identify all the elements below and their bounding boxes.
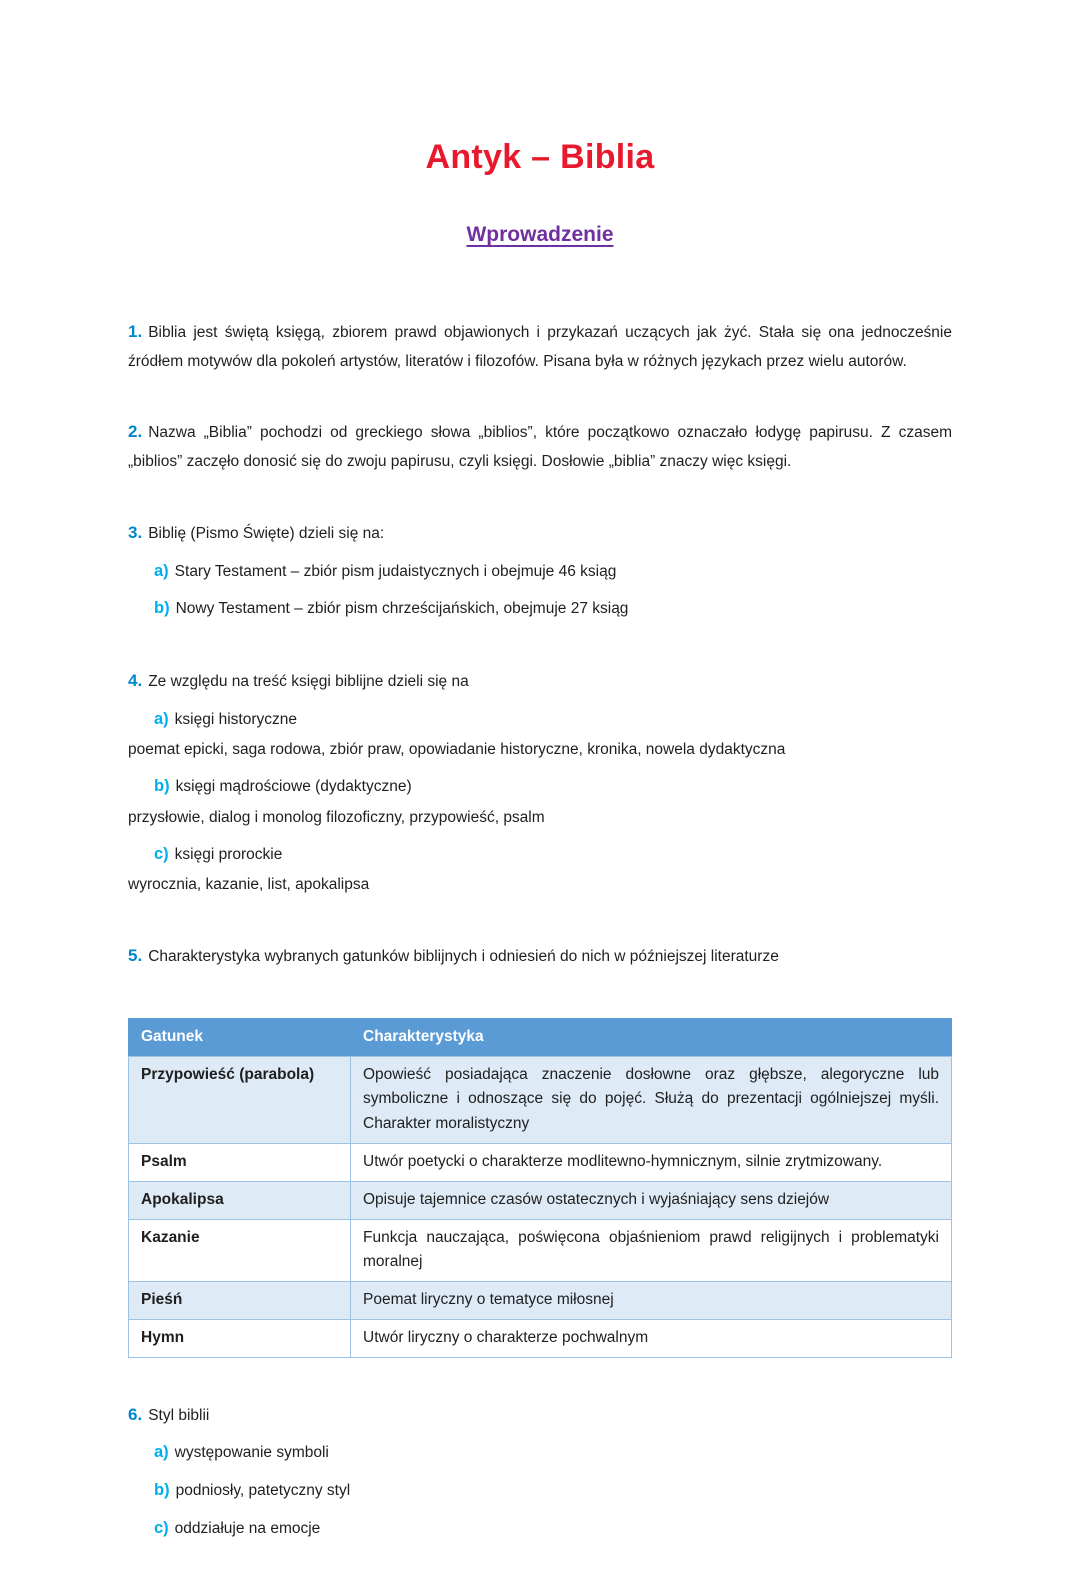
table-cell-genre: Pieśń [129,1282,351,1320]
table-row [129,1282,952,1320]
sub-item-6a [154,1438,952,1468]
table-cell-description: Funkcja nauczająca, poświęcona objaśnieniom prawd religijnych i problematyki moralnej [351,1219,952,1282]
table-row [129,1056,952,1143]
item-text: Biblia jest świętą księgą, zbiorem prawd objawionych i przykazań uczących jak żyć. Stała się ona jednocześnie źródłem motywów dla pokoleń artystów, literatów i filozofów. Pisana była w różnych językach przez wielu autorów. [128,324,952,370]
item-number: 3. [128,522,143,542]
table-cell-description: Utwór liryczny o charakterze pochwalnym [351,1320,952,1358]
item-text: Styl biblii [148,1406,210,1424]
detail-line-4a: poemat epicki, saga rodowa, zbiór praw, opowiadanie historyczne, kronika, nowela dydaktyczna [128,741,786,759]
detail-line-4c: wyrocznia, kazanie, list, apokalipsa [128,876,370,894]
sub-item-6c [154,1514,952,1544]
table-cell-description: Utwór poetycki o charakterze modlitewno-hymnicznym, silnie zrytmizowany. [351,1144,952,1182]
numbered-item-1 [128,317,952,375]
table-header-genre: Gatunek [129,1018,351,1056]
sub-item-text: występowanie symboli [174,1444,329,1462]
document-title: Antyk – Biblia [425,138,655,176]
sub-item-3b [154,594,952,624]
item-text: Biblię (Pismo Święte) dzieli się na: [148,524,385,542]
table-cell-genre: Hymn [129,1320,351,1358]
item-text: Charakterystyka wybranych gatunków biblijnych i odniesień do nich w późniejszej literaturze [148,948,779,966]
numbered-item-5 [128,941,952,972]
sub-item-letter: c) [154,1518,169,1537]
table-row [129,1320,952,1358]
numbered-item-2 [128,417,952,475]
sub-item-text: Nowy Testament – zbiór pism chrześcijańskich, obejmuje 27 ksiąg [175,600,629,618]
sub-item-letter: b) [154,1481,170,1500]
sub-item-text: podniosły, patetyczny styl [175,1482,351,1500]
numbered-item-3 [128,518,952,549]
detail-line-4b: przysłowie, dialog i monolog filozoficzny, przypowieść, psalm [128,808,545,826]
table-cell-description: Poemat liryczny o tematyce miłosnej [351,1282,952,1320]
table-cell-genre: Kazanie [129,1219,351,1282]
table-cell-genre: Apokalipsa [129,1181,351,1219]
item-number: 1. [128,322,143,341]
sub-item-letter: b) [154,777,170,796]
sub-item-letter: c) [154,844,169,863]
sub-item-letter: a) [154,561,169,580]
item-text: Nazwa „Biblia” pochodzi od greckiego słowa „biblios”, które początkowo oznaczało łodygę papirusu. Z czasem „biblios” zaczęło donosić się do zwoju papirusu, czyli księgi. Dosłowie „biblia” znaczy więc księgi. [128,424,952,471]
sub-item-text: księgi historyczne [174,710,297,728]
document-subtitle-row [128,223,952,247]
table-cell-description: Opisuje tajemnice czasów ostatecznych i wyjaśniający sens dziejów [351,1181,952,1219]
item-number: 4. [128,670,143,690]
sub-item-4c [154,840,952,870]
sub-item-4a [154,705,952,735]
sub-item-text: księgi mądrościowe (dydaktyczne) [175,778,412,796]
numbered-item-6 [128,1400,952,1431]
sub-item-letter: a) [154,709,169,728]
sub-item-letter: b) [154,599,170,618]
table-cell-genre: Psalm [129,1144,351,1182]
sub-item-letter: a) [154,1443,169,1462]
table-row [129,1181,952,1219]
numbered-item-4 [128,666,952,697]
sub-item-text: Stary Testament – zbiór pism judaistycznych i obejmuje 46 ksiąg [174,562,617,580]
item-number: 2. [128,422,143,442]
item-number: 5. [128,946,143,966]
item-number: 6. [128,1404,143,1424]
sub-item-3a [154,557,952,587]
item-text: Ze względu na treść księgi biblijne dzieli się na [148,672,469,690]
table-cell-genre: Przypowieść (parabola) [129,1056,351,1143]
table-row [129,1219,952,1282]
table-header-row [129,1018,952,1056]
sub-item-text: oddziałuje na emocje [174,1519,321,1537]
table-cell-description: Opowieść posiadająca znaczenie dosłowne oraz głębsze, alegoryczne lub symboliczne i odnoszące się do pojęć. Służą do prezentacji ogólniejszej myśli. Charakter moralistyczny [351,1056,952,1143]
sub-item-text: księgi prorockie [174,845,283,863]
document-subtitle: Wprowadzenie [466,223,614,246]
table-row [129,1144,952,1182]
genres-table [128,1018,952,1358]
sub-item-6b [154,1476,952,1506]
sub-item-4b [154,772,952,802]
table-header-description: Charakterystyka [351,1018,952,1056]
